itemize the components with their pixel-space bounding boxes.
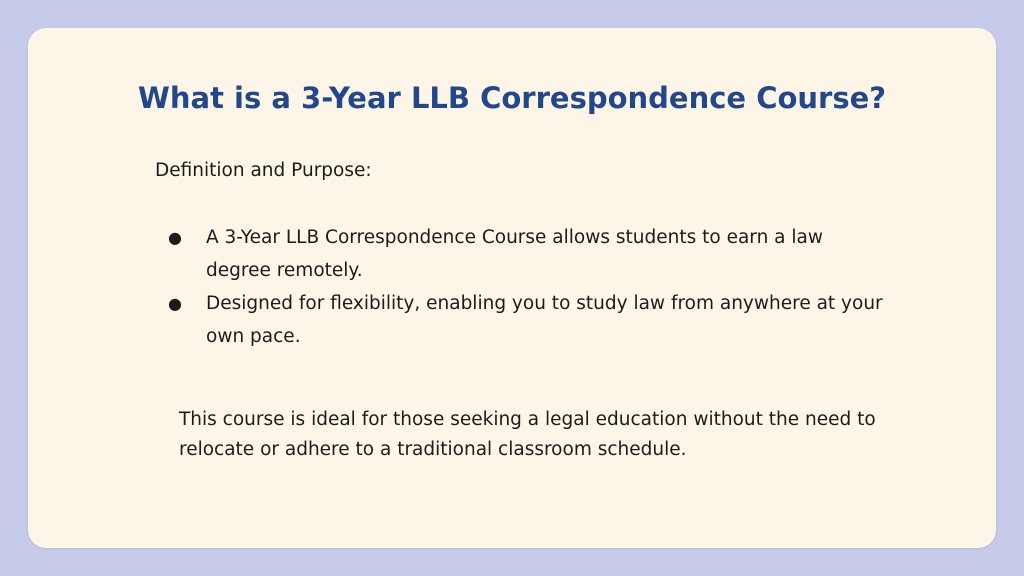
bullet-list — [168, 221, 888, 353]
slide-card — [28, 28, 996, 548]
summary-paragraph: This course is ideal for those seeking a legal education without the need to relocate or adhere to a traditional classroom schedule. — [179, 409, 876, 460]
definition-heading: Definition and Purpose: — [155, 160, 372, 181]
slide-title: What is a 3-Year LLB Correspondence Course? — [137, 81, 887, 115]
bullet-icon: ● — [168, 228, 182, 247]
bullet-icon: ● — [168, 294, 182, 313]
bullet-text: A 3-Year LLB Correspondence Course allows students to earn a law degree remotely. — [206, 227, 824, 281]
list-item — [168, 287, 888, 353]
list-item — [168, 221, 888, 287]
bullet-text: Designed for flexibility, enabling you to study law from anywhere at your own pace. — [206, 293, 883, 347]
